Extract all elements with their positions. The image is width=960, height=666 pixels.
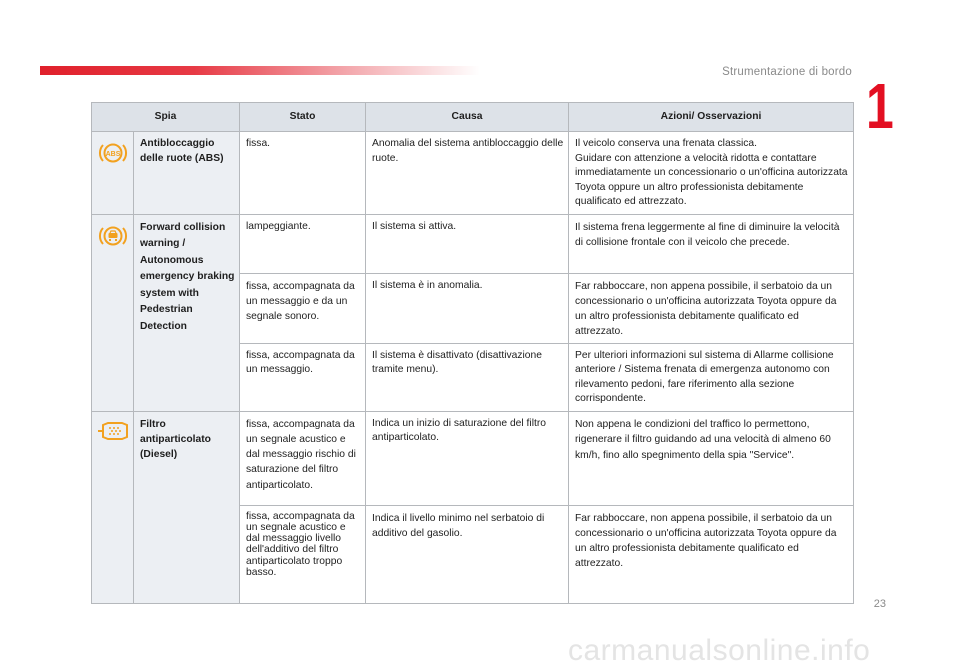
causa-cell: Anomalia del sistema antibloccaggio delle ruote. (366, 132, 569, 215)
watermark: carmanualsonline.info (568, 634, 871, 666)
column-header-spia: Spia (92, 103, 240, 132)
svg-text:ABS: ABS (105, 151, 120, 158)
warning-name: Filtro antiparticolato (Diesel) (134, 411, 240, 603)
warning-name: Antibloccaggio delle ruote (ABS) (134, 132, 240, 215)
stato-cell: fissa. (240, 132, 366, 215)
header-accent-bar (40, 66, 480, 75)
stato-cell: lampeggiante. (240, 214, 366, 273)
column-header-stato: Stato (240, 103, 366, 132)
azioni-cell: Il sistema frena leggermente al fine di diminuire la velocità di collisione frontale con il veicolo che precede. (569, 214, 854, 273)
abs-warning-icon (98, 140, 128, 172)
causa-cell: Il sistema è in anomalia. (366, 273, 569, 343)
column-header-azioni: Azioni/ Osservazioni (569, 103, 854, 132)
table-row (92, 132, 854, 215)
azioni-cell: Per ulteriori informazioni sul sistema di Allarme collisione anteriore / Sistema frenata di emergenza autonomo con rilevamento pedoni, fare riferimento alla sezione corrispondente. (569, 343, 854, 411)
section-title: Strumentazione di bordo (722, 66, 852, 78)
stato-cell: fissa, accompagnata da un segnale acustico e dal messaggio livello dell'additivo del filtro antiparticolato troppo basso. (240, 505, 366, 603)
icon-cell (92, 132, 134, 215)
table-header-row (92, 103, 854, 132)
stato-cell: fissa, accompagnata da un segnale acustico e dal messaggio rischio di saturazione del filtro antiparticolato. (240, 411, 366, 505)
stato-cell: fissa, accompagnata da un messaggio e da un segnale sonoro. (240, 273, 366, 343)
table-row (92, 411, 854, 505)
table-row (92, 214, 854, 273)
warning-lights-table (91, 102, 854, 604)
stato-cell: fissa, accompagnata da un messaggio. (240, 343, 366, 411)
icon-cell (92, 411, 134, 603)
icon-cell (92, 214, 134, 411)
causa-cell: Il sistema si attiva. (366, 214, 569, 273)
azioni-cell: Far rabboccare, non appena possibile, il serbatoio da un concessionario o un'officina autorizzata Toyota oppure da un altro professionista debitamente qualificato ed attrezzato. (569, 273, 854, 343)
azioni-cell: Far rabboccare, non appena possibile, il serbatoio da un concessionario o un'officina autorizzata Toyota oppure da un altro professionista debitamente qualificato ed attrezzato. (569, 505, 854, 603)
column-header-causa: Causa (366, 103, 569, 132)
chapter-number: 1 (866, 70, 894, 142)
azioni-cell: Non appena le condizioni del traffico lo permettono, rigenerare il filtro guidando ad una velocità di almeno 60 km/h, fino allo spegnimento della spia "Service". (569, 411, 854, 505)
collision-warning-icon (98, 223, 128, 255)
azioni-cell: Il veicolo conserva una frenata classica. Guidare con attenzione a velocità ridotta e contattare immediatamente un concessionario o un'officina autorizzata Toyota oppure un altro professionista debitamente qualificato ed attrezzato. (569, 132, 854, 215)
warning-name: Forward collision warning / Autonomous emergency braking system with Pedestrian Detection (134, 214, 240, 411)
causa-cell: Indica un inizio di saturazione del filtro antiparticolato. (366, 411, 569, 505)
causa-cell: Indica il livello minimo nel serbatoio di additivo del gasolio. (366, 505, 569, 603)
causa-cell: Il sistema è disattivato (disattivazione tramite menu). (366, 343, 569, 411)
particulate-filter-icon (96, 420, 130, 448)
page-number: 23 (873, 598, 886, 610)
